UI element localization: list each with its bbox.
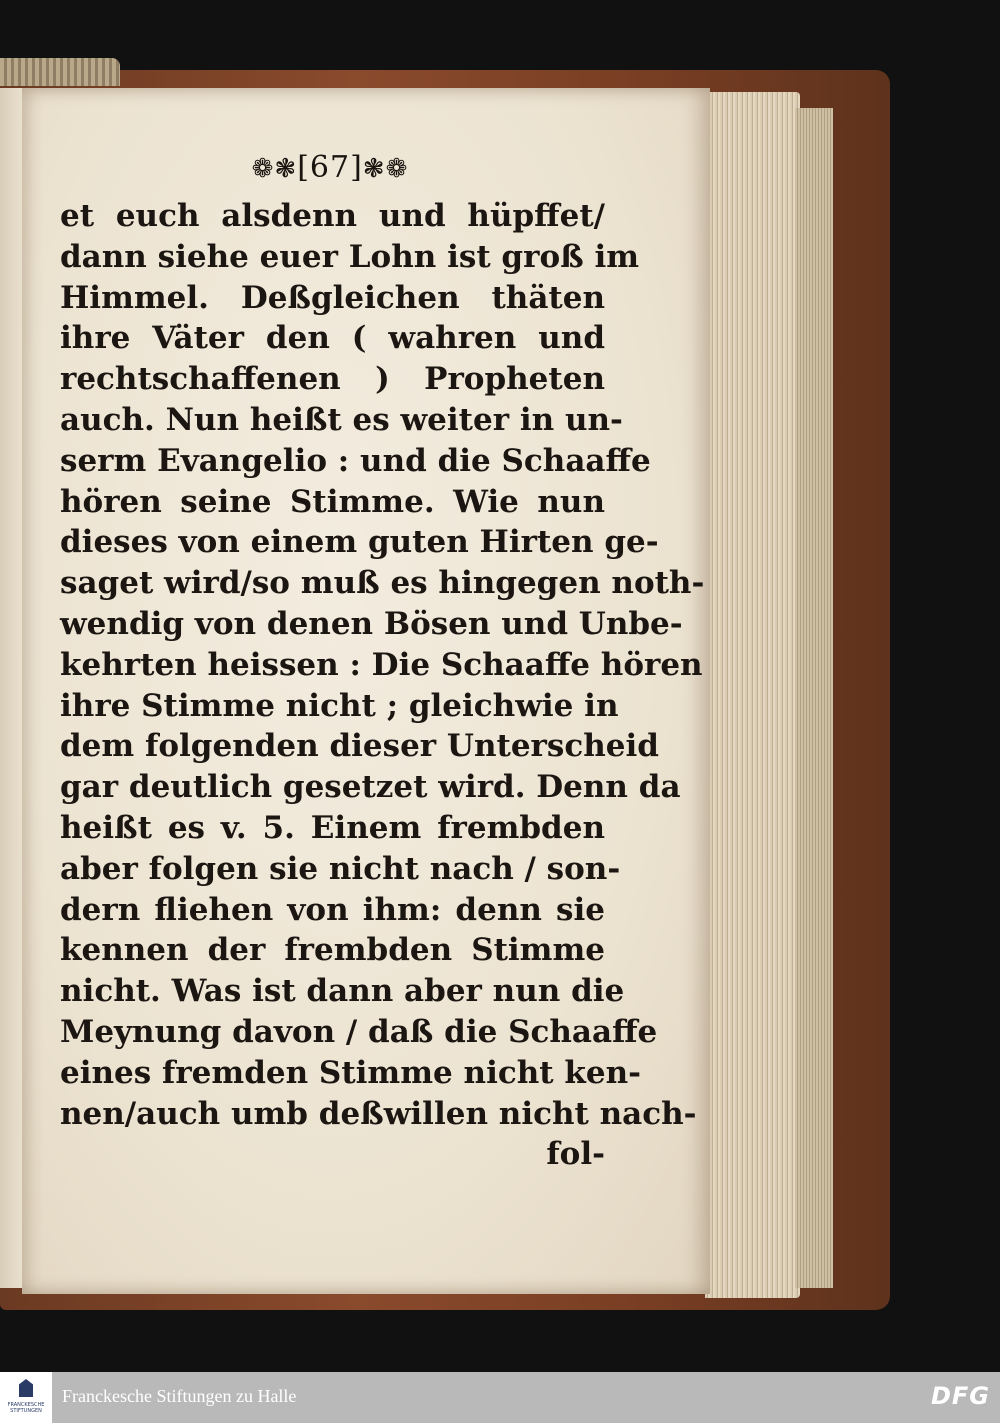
- text-line: kehrten heissen : Die Schaaffe hören: [60, 646, 703, 683]
- text-line: serm Evangelio : und die Schaaffe: [60, 442, 651, 479]
- text-line: wendig von denen Bösen und Unbe-: [60, 605, 683, 642]
- text-line: ihre Väter den ( wahren und: [60, 320, 605, 357]
- page-edges-back: [795, 108, 833, 1288]
- text-line: dann siehe euer Lohn ist groß im: [60, 238, 640, 275]
- spine-band: [0, 58, 120, 86]
- footer-title[interactable]: Franckesche Stiftungen zu Halle: [62, 1386, 297, 1406]
- text-line: hören seine Stimme. Wie nun: [60, 483, 605, 520]
- text-line: dem folgenden dieser Unterscheid: [60, 728, 659, 765]
- page-body-text: [60, 196, 705, 1175]
- text-line: rechtschaffenen ) Propheten: [60, 361, 605, 398]
- logo-text: FRANCKESCHE STIFTUNGEN: [7, 1402, 45, 1414]
- text-line: Meynung davon / daß die Schaaffe: [60, 1013, 658, 1050]
- catchword: fol-: [546, 1136, 605, 1173]
- building-icon: [19, 1379, 33, 1397]
- text-line: dieses von einem guten Hirten ge-: [60, 524, 659, 561]
- footer-bar: [0, 1372, 1000, 1423]
- text-line: heißt es v. 5. Einem frembden: [60, 809, 605, 846]
- dfg-logo[interactable]: DFG: [930, 1382, 990, 1410]
- text-line: auch. Nun heißt es weiter in un-: [60, 401, 623, 438]
- text-line: et euch alsdenn und hüpffet/: [60, 198, 605, 234]
- text-line: aber folgen sie nicht nach / son-: [60, 850, 621, 887]
- text-line: nen/auch umb deßwillen nicht nach-: [60, 1095, 697, 1132]
- text-line: kennen der frembden Stimme: [60, 932, 605, 969]
- franckesche-logo[interactable]: [0, 1372, 52, 1423]
- text-line: gar deutlich gesetzet wird. Denn da: [60, 769, 681, 806]
- ornament-left-icon: ❁❃: [251, 154, 298, 184]
- text-line: ihre Stimme nicht ; gleichwie in: [60, 687, 619, 724]
- page-edges: [705, 92, 800, 1298]
- text-line: nicht. Was ist dann aber nun die: [60, 973, 625, 1010]
- page-number: [67]: [297, 150, 363, 185]
- text-line: saget wird/so muß es hingegen noth-: [60, 565, 705, 602]
- text-line: eines fremden Stimme nicht ken-: [60, 1054, 641, 1091]
- page-header: [215, 150, 445, 194]
- ornament-right-icon: ❃❁: [362, 154, 409, 184]
- text-line: Himmel. Deßgleichen thäten: [60, 279, 605, 316]
- text-line: dern fliehen von ihm: denn sie: [60, 891, 605, 928]
